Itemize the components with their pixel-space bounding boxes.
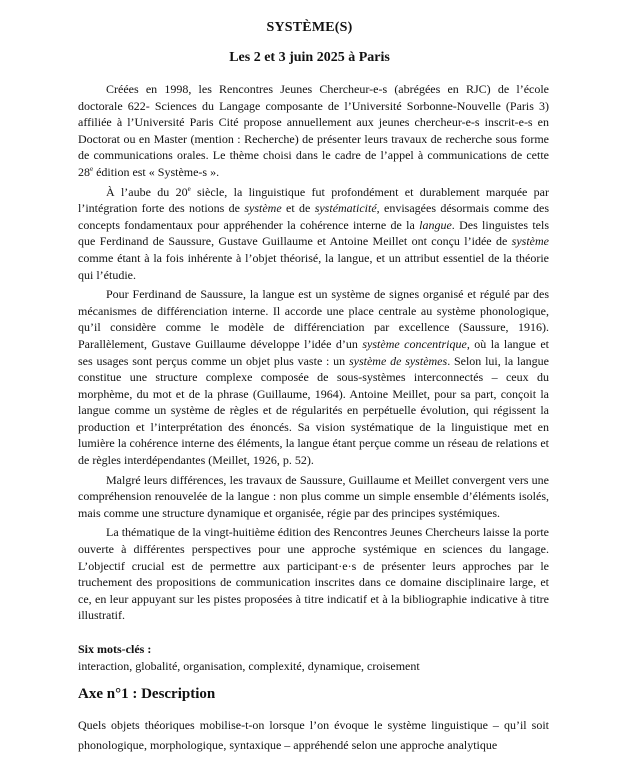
- section-heading-axe-1: Axe n°1 : Description: [78, 686, 216, 702]
- text-run: , envisagées désormais comme des concepts fondamentaux pour appréhender la cohérence interne de la: [78, 201, 549, 232]
- keywords-heading: Six mots-clés :: [78, 642, 152, 656]
- intro-body: [78, 81, 549, 627]
- keywords-section: [78, 641, 549, 675]
- italic-term: système: [511, 234, 549, 249]
- text-run: et de: [281, 201, 315, 216]
- text-run: À l’aube du 20: [106, 184, 188, 199]
- italic-term: système de systèmes: [348, 353, 448, 368]
- italic-term: système concentrique: [362, 336, 467, 351]
- text-run: , où la langue et ses usages sont perçus comme un objet plus vaste : un: [78, 336, 550, 368]
- document-subtitle: Les 2 et 3 juin 2025 à Paris: [229, 50, 390, 65]
- text-run: . Des linguistes tels que Ferdinand de Saussure, Gustave Guillaume et Antoine Meillet ont conçu l’idée de: [78, 217, 549, 249]
- paragraph-3: [78, 286, 549, 469]
- italic-term: système: [244, 201, 282, 216]
- superscript: e: [90, 164, 94, 173]
- paragraph-1-end: édition est « Système-s ».: [93, 164, 220, 179]
- italic-term: systématicité: [314, 201, 377, 216]
- paragraph-5: La thématique de la vingt-huitième édition des Rencontres Jeunes Chercheurs laisse la porte ouverte à différentes perspectives pour une approche systémique en sciences du langage. L’objectif crucial est de permettre aux participant·e·s de présenter leurs approches par le truchement des propositions de communication inscrites dans ce domaine disciplinaire large, et ce, en leur appuyant sur les pistes proposées à titre indicatif et à la bibliographie indicative à titre illustratif.: [78, 525, 549, 623]
- text-run: . Selon lui, la langue constitue une structure complexe composée de sous-systèmes interconnectés – ceux du morphème, du mot et de la phrase (Guillaume, 1964). Antoine Meillet, pour sa part, conçoit la langue comme un système de règles et de régularités en perpétuelle évolution, qui régissent la production et l’interprétation des énoncés. Sa vision systématique de la linguistique met en lumière la cohérence interne des éléments, la langue étant perçue comme un réseau de relations et de règles interdépendantes (Meillet, 1926, p. 52).: [78, 353, 549, 468]
- italic-term: langue: [419, 217, 452, 232]
- paragraph-4: Malgré leurs différences, les travaux de Saussure, Guillaume et Meillet convergent vers une compréhension renouvelée de la langue : non plus comme un simple ensemble d’éléments isolés, mais comme une structure dynamique et organisée, régie par des principes systémiques.: [78, 472, 549, 520]
- text-run: comme étant à la fois inhérente à l’objet théorisé, la langue, et un attribut essentiel de la théorie qui l’étudie.: [78, 250, 549, 282]
- text-run: Pour Ferdinand de Saussure, la langue est un système de signes organisé et régulé par des mécanismes de différenciation interne. Il accorde une place centrale au système phonologique, qu’il considère comme le modèle de différenciation par excellence (Saussure, 1916). Parallèlement, Gustave Guillaume développe l’idée d’un: [78, 287, 549, 351]
- paragraph-1: [78, 81, 549, 181]
- paragraph-1-text: Créées en 1998, les Rencontres Jeunes Chercheur-e-s (abrégées en RJC) de l’école doctorale 622- Sciences du Langage composante de l’Université Sorbonne-Nouvelle (Paris 3) affiliée à l’Université Paris Cité propose annuellement aux jeunes chercheur-e-s inscrit-e-s en Doctorat ou en Master (mention : Recherche) de présenter leurs travaux de recherche sous forme de communications orales. Le thème choisi dans le cadre de l’appel à communications de cette 28: [78, 82, 549, 179]
- paragraph-2: [78, 184, 549, 284]
- superscript: e: [187, 184, 191, 193]
- axe-1-text: Quels objets théoriques mobilise-t-on lorsque l’on évoque le système linguistique – qu’il soit phonologique, morphologique, syntaxique – appréhendé selon une approche analytique: [78, 718, 549, 752]
- keywords-list: interaction, globalité, organisation, complexité, dynamique, croisement: [78, 659, 420, 673]
- text-run: siècle, la linguistique fut profondément et durablement marquée par l’intégration forte des notions de: [78, 184, 549, 216]
- document-title: SYSTÈME(S): [266, 20, 353, 35]
